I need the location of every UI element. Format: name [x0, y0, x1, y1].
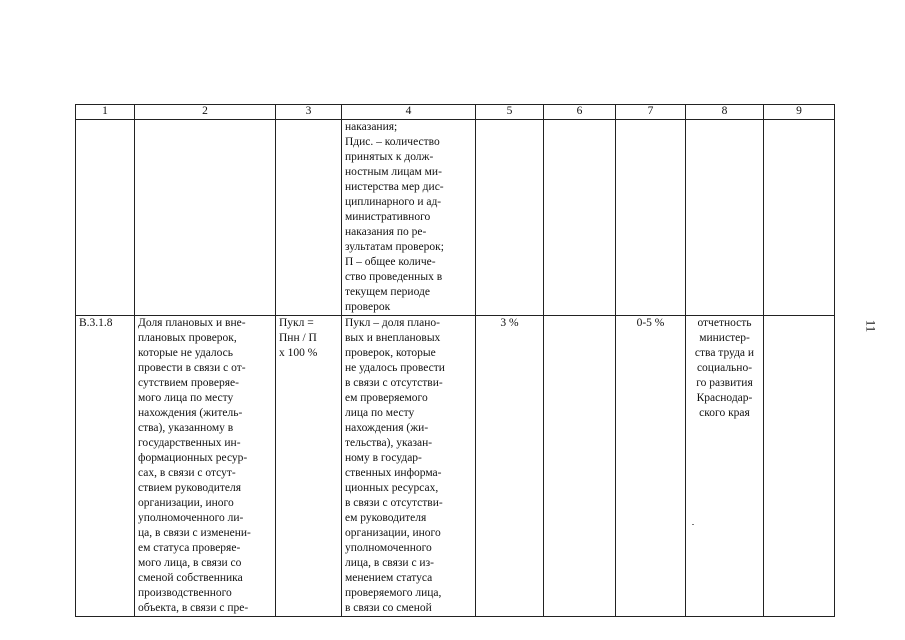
- cell-code: [76, 120, 135, 316]
- text-line: Пдис. – количество: [345, 136, 440, 148]
- text-line: лица, в связи с из-: [345, 557, 434, 569]
- text-line: нахождения (житель-: [138, 407, 243, 419]
- text-line: Пукл =: [279, 317, 314, 329]
- text-line: ствием руководителя: [138, 482, 242, 494]
- text-line: ем руководителя: [345, 512, 427, 524]
- cell-empty: [544, 120, 616, 316]
- text-line: министративного: [345, 211, 431, 223]
- text-line: министер-: [699, 332, 750, 344]
- cell-empty: [544, 316, 616, 617]
- text-line: организации, иного: [345, 527, 441, 539]
- header-cell-3: 3: [276, 105, 342, 120]
- text-line: мого лица, в связи со: [138, 557, 242, 569]
- scan-speck: [692, 524, 694, 525]
- text-line: ства труда и: [694, 347, 755, 359]
- cell-formula-description: [342, 120, 476, 316]
- text-line: Доля плановых и вне-: [138, 317, 246, 329]
- table-row: [76, 316, 835, 617]
- text-line: вых и внеплановых: [345, 332, 441, 344]
- text-line: социально-: [696, 362, 753, 374]
- text-line: плановых проверок,: [138, 332, 237, 344]
- text-line: в связи с отсутстви-: [345, 377, 443, 389]
- text-line: производственного: [138, 587, 232, 599]
- text-line: организации, иного: [138, 497, 234, 509]
- header-cell-2: 2: [135, 105, 276, 120]
- text-line: принятых к долж-: [345, 151, 434, 163]
- header-cell-5: 5: [476, 105, 544, 120]
- text-line: уполномоченного ли-: [138, 512, 244, 524]
- text-line: отчетность: [697, 317, 752, 329]
- text-line: объекта, в связи с пре-: [138, 602, 249, 614]
- cell-formula-description: [342, 316, 476, 617]
- text-line: лица по месту: [345, 407, 415, 419]
- text-line: нистерства мер дис-: [345, 181, 444, 193]
- header-cell-7: 7: [616, 105, 686, 120]
- text-line: которые не удалось: [138, 347, 234, 359]
- text-line: не удалось провести: [345, 362, 445, 374]
- text-line: ства), указанному в: [138, 422, 234, 434]
- text-line: циплинарного и ад-: [345, 196, 442, 208]
- text-line: Пнн / П: [279, 332, 317, 344]
- header-cell-9: 9: [764, 105, 835, 120]
- text-line: Краснодар-: [696, 392, 753, 404]
- page-number: 11: [863, 319, 879, 333]
- text-line: ностным лицам ми-: [345, 166, 442, 178]
- cell-value: 3 %: [476, 316, 544, 617]
- text-line: го развития: [696, 377, 753, 389]
- text-line: Пукл – доля плано-: [345, 317, 440, 329]
- cell-code: В.3.1.8: [76, 316, 135, 617]
- text-line: ца, в связи с изменени-: [138, 527, 251, 539]
- table-row: [76, 120, 835, 316]
- text-line: ем проверяемого: [345, 392, 428, 404]
- text-line: наказания;: [345, 121, 398, 133]
- text-line: государственных ин-: [138, 437, 241, 449]
- text-line: в связи с отсутстви-: [345, 497, 443, 509]
- text-line: менением статуса: [345, 572, 433, 584]
- text-line: ство проведенных в: [345, 271, 443, 283]
- text-line: проверок: [345, 301, 391, 313]
- cell-name: [135, 120, 276, 316]
- text-line: сутствием проверяе-: [138, 377, 239, 389]
- text-line: уполномоченного: [345, 542, 432, 554]
- text-line: ского края: [699, 407, 750, 419]
- header-cell-1: 1: [76, 105, 135, 120]
- cell-value: [476, 120, 544, 316]
- header-cell-8: 8: [686, 105, 764, 120]
- text-line: тельства), указан-: [345, 437, 433, 449]
- text-line: ционных ресурсах,: [345, 482, 439, 494]
- cell-range: [616, 120, 686, 316]
- text-line: проверяемого лица,: [345, 587, 442, 599]
- text-line: сах, в связи с отсут-: [138, 467, 236, 479]
- text-line: ному в государ-: [345, 452, 422, 464]
- indicator-table: [75, 104, 835, 617]
- header-cell-4: 4: [342, 105, 476, 120]
- text-line: ем статуса проверяе-: [138, 542, 241, 554]
- cell-empty: [764, 316, 835, 617]
- text-line: П – общее количе-: [345, 256, 436, 268]
- text-line: зультатам проверок;: [345, 241, 444, 253]
- text-line: в связи со сменой: [345, 602, 432, 614]
- cell-source: [686, 120, 764, 316]
- text-line: проверок, которые: [345, 347, 436, 359]
- cell-range: 0-5 %: [616, 316, 686, 617]
- text-line: провести в связи с от-: [138, 362, 246, 374]
- text-line: ственных информа-: [345, 467, 442, 479]
- cell-source: [686, 316, 764, 617]
- cell-formula: [276, 316, 342, 617]
- text-line: х 100 %: [279, 347, 318, 359]
- cell-name: [135, 316, 276, 617]
- header-cell-6: 6: [544, 105, 616, 120]
- cell-formula: [276, 120, 342, 316]
- text-line: нахождения (жи-: [345, 422, 429, 434]
- text-line: формационных ресур-: [138, 452, 248, 464]
- table-header-row: [76, 105, 835, 120]
- text-line: наказания по ре-: [345, 226, 427, 238]
- text-line: текущем периоде: [345, 286, 430, 298]
- text-line: мого лица по месту: [138, 392, 234, 404]
- text-line: сменой собственника: [138, 572, 243, 584]
- cell-empty: [764, 120, 835, 316]
